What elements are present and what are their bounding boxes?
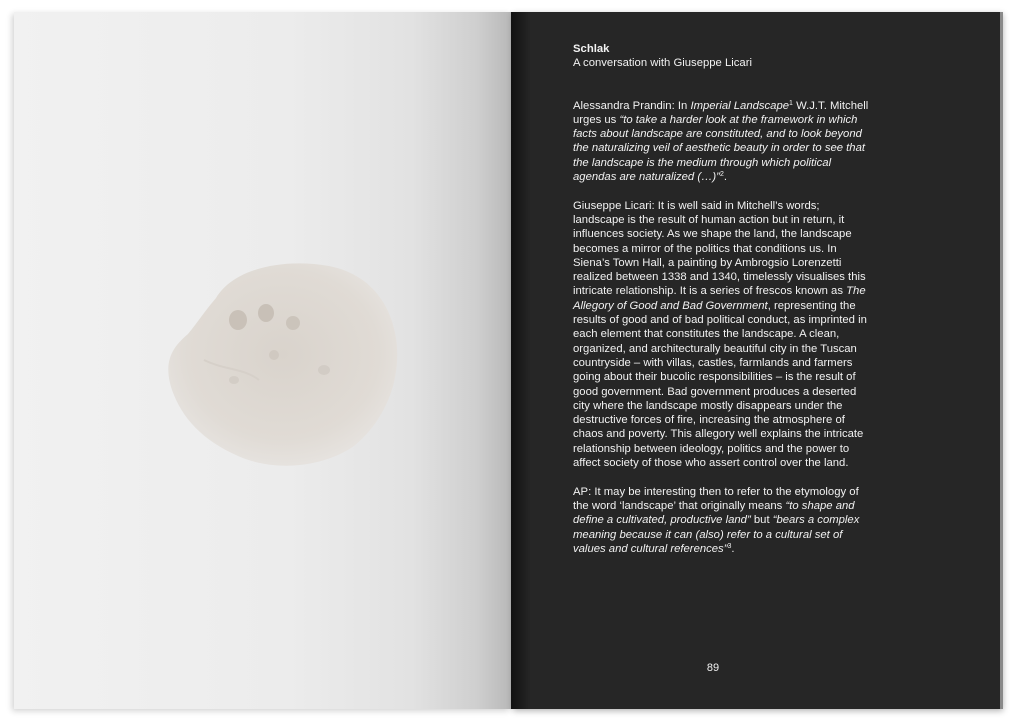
footnote-ref-3: 3 bbox=[727, 542, 732, 550]
p1-quote: “to take a harder look at the framework in which facts about landscape are constituted, and to look beyond the naturalizing veil of aesthetic beauty in order to see that the landscape is the medium through which political agendas are naturalized (…)” bbox=[573, 113, 866, 184]
page-edge bbox=[1000, 12, 1003, 709]
rock-image bbox=[164, 250, 402, 472]
p3-text-a: AP: It may be interesting then to refer to the etymology of the word ‘landscape’ that originally means bbox=[573, 485, 859, 512]
footnote-ref-1: 1 bbox=[789, 99, 793, 107]
article-subheading: A conversation with Giuseppe Licari bbox=[573, 57, 752, 70]
p1-end: . bbox=[723, 171, 727, 184]
p3-text-b: but bbox=[750, 514, 773, 527]
p3-quote-2: “bears a complex meaning because it can (also) refer to a cultural set of values and cultural references” bbox=[573, 514, 860, 555]
article-text bbox=[573, 42, 873, 570]
p3-end: . bbox=[731, 542, 735, 555]
p1-speaker: Alessandra Prandin: In bbox=[573, 99, 691, 112]
right-page bbox=[511, 12, 1001, 709]
gutter-shadow bbox=[511, 12, 531, 709]
paragraph-2 bbox=[573, 199, 873, 471]
p3-quote-1: “to shape and define a cultivated, productive land” bbox=[573, 499, 855, 527]
p2-text-a: Giuseppe Licari: It is well said in Mitchell’s words; landscape is the result of human action but in return, it influences society. As we shape the land, the landscape becomes a mirror of the politics that conditions us. In Siena’s Town Hall, a painting by Ambrogsio Lorenzetti realized between 1338 and 1340, timelessly visualises this intricate relationship. It is a series of frescos known as bbox=[573, 199, 866, 298]
paragraph-3 bbox=[573, 485, 873, 556]
footnote-ref-2: 2 bbox=[719, 171, 724, 179]
p1-author-text: W.J.T. Mitchell urges us bbox=[573, 99, 869, 126]
page-number: 89 bbox=[706, 662, 720, 674]
left-page bbox=[14, 12, 511, 709]
p2-title: The Allegory of Good and Bad Government bbox=[573, 285, 866, 312]
article-heading: Schlak bbox=[573, 43, 610, 55]
p2-text-b: , representing the results of good and of bad political conduct, as imprinted in each element that constitutes the landscape. A clean, organized, and architecturally beautiful city in the Tuscan countryside – with villas, castles, farmlands and farmers going about their bucolic responsibilities – is the result of good government. Bad government produces a deserted city where the landscape mostly disappears under the destructive forces of fire, increasing the atmosphere of chaos and poverty. This allegory well explains the intricate relationship between ideology, politics and the power to affect society of those who assert control over the land. bbox=[573, 299, 867, 470]
p1-book-title: Imperial Landscape bbox=[690, 99, 790, 112]
paragraph-1 bbox=[573, 99, 873, 185]
